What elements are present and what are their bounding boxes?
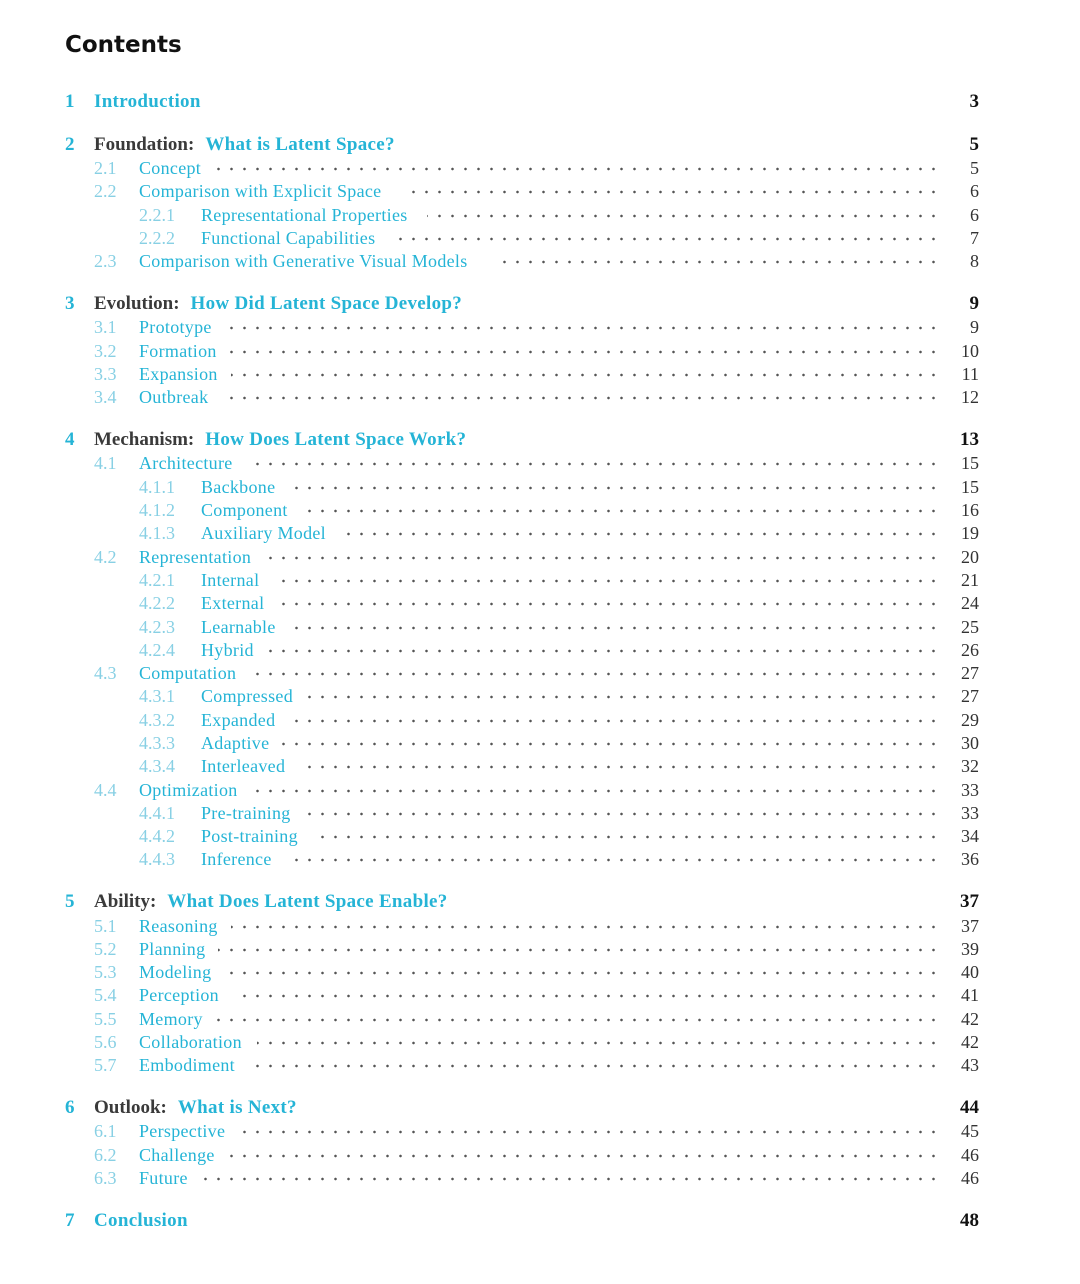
toc-section-title [139,939,205,960]
toc-page-number: 21 [961,569,979,590]
toc-entry-link: Adaptive [201,732,270,753]
toc-chapter-row[interactable] [0,890,1080,914]
toc-entry-link: Future [139,1167,188,1188]
toc-entry-link: Challenge [139,1144,215,1165]
toc-section-number: 5.2 [94,938,117,959]
toc-entry-link: Perspective [139,1120,226,1141]
toc-subsection-number: 4.2.2 [139,592,175,613]
toc-section-title [139,1009,203,1030]
toc-page-number: 45 [961,1120,979,1141]
toc-section-title [139,341,217,362]
toc-subsection-row[interactable] [0,684,1080,708]
toc-subsection-row[interactable] [0,591,1080,615]
toc-page-number: 12 [961,386,979,407]
toc-subsection-number: 2.2.2 [139,227,175,248]
toc-dot-leader [285,858,940,862]
toc-section-number: 2.1 [94,157,117,178]
toc-section-row[interactable] [0,156,1080,180]
toc-section-number: 3.4 [94,386,117,407]
toc-section-title [139,962,211,983]
toc-section-row[interactable] [0,1030,1080,1054]
toc-subsection-row[interactable] [0,847,1080,871]
toc-page-number: 34 [961,825,979,846]
toc-entry-link: Representation [139,546,252,567]
toc-section-title [139,985,219,1006]
toc-page-number: 3 [969,91,979,112]
toc-subsection-title [201,523,326,544]
toc-chapter-prefix: Foundation: [94,134,195,155]
toc-subsection-row[interactable] [0,203,1080,227]
toc-dot-leader [216,1018,940,1022]
toc-entry-link: Embodiment [139,1054,235,1075]
toc-section-title [139,387,208,408]
toc-subsection-number: 4.3.1 [139,685,175,706]
toc-section-number: 5.6 [94,1031,117,1052]
toc-subsection-title [201,228,375,249]
toc-chapter-row[interactable] [0,90,1080,114]
toc-entry-link: Pre-training [201,802,291,823]
toc-subsection-title [201,849,272,870]
toc-chapter-row[interactable] [0,292,1080,316]
toc-page-number: 29 [961,709,979,730]
toc-chapter-title [94,134,395,156]
toc-subsection-row[interactable] [0,731,1080,755]
toc-section-row[interactable] [0,1143,1080,1167]
toc-subsection-title [201,500,288,521]
toc-dot-leader [403,190,940,194]
toc-chapter-prefix: Evolution: [94,293,180,314]
toc-entry-link: Comparison with Explicit Space [139,180,382,201]
toc-entry-link: Inference [201,848,272,869]
toc-dot-leader [225,971,940,975]
toc-entry-link: What is Next? [177,1097,297,1118]
toc-section-title [139,453,233,474]
toc-page-number: 15 [961,452,979,473]
toc-subsection-title [201,205,408,226]
toc-chapter-title [94,429,466,451]
toc-page-number: 42 [961,1008,979,1029]
toc-subsection-title [201,617,276,638]
toc-section-row[interactable] [0,1007,1080,1031]
toc-section-title [139,916,218,937]
toc-entry-link: Auxiliary Model [201,522,326,543]
toc-entry-link: Computation [139,662,237,683]
toc-chapter-number: 6 [65,1097,75,1118]
toc-page-number: 9 [970,316,979,337]
toc-page-number: 27 [961,662,979,683]
toc-section-row[interactable] [0,249,1080,273]
toc-subsection-number: 4.2.4 [139,639,175,660]
toc-chapter-number: 4 [65,429,75,450]
toc-section-number: 2.2 [94,180,117,201]
toc-section-row[interactable] [0,362,1080,386]
toc-section-row[interactable] [0,385,1080,409]
toc-page-number: 33 [961,779,979,800]
toc-subsection-number: 4.4.1 [139,802,175,823]
toc-subsection-title [201,593,264,614]
toc-page-number: 25 [961,616,979,637]
toc-section-title [139,317,212,338]
toc-section-row[interactable] [0,914,1080,938]
toc-subsection-row[interactable] [0,498,1080,522]
toc-section-row[interactable] [0,1166,1080,1190]
toc-section-number: 5.4 [94,984,117,1005]
toc-dot-leader [251,672,940,676]
toc-subsection-title [201,733,269,754]
toc-subsection-row[interactable] [0,615,1080,639]
toc-dot-leader [231,373,940,377]
toc-dot-leader [231,925,940,929]
toc-section-row[interactable] [0,339,1080,363]
toc-dot-leader [305,812,940,816]
toc-dot-leader [493,260,940,264]
toc-page-number: 36 [961,848,979,869]
toc-subsection-number: 4.3.4 [139,755,175,776]
toc-section-title [139,158,201,179]
toc-entry-link: Compressed [201,685,293,706]
toc-section-title [139,1121,225,1142]
toc-dot-leader [228,1154,940,1158]
toc-section-row[interactable] [0,451,1080,475]
toc-dot-leader [233,994,940,998]
toc-dot-leader [252,789,940,793]
toc-section-title [139,663,236,684]
toc-subsection-row[interactable] [0,708,1080,732]
toc-dot-leader [277,602,940,606]
toc-entry-link: Learnable [201,616,276,637]
toc-chapter-prefix: Mechanism: [94,429,195,450]
toc-section-number: 5.5 [94,1008,117,1029]
toc-entry-link: Internal [201,569,260,590]
toc-subsection-title [201,570,259,591]
toc-entry-link: Introduction [94,91,201,112]
toc-subsection-title [201,826,298,847]
toc-page-number: 41 [961,984,979,1005]
toc-chapter-title [94,1097,297,1119]
toc-page-number: 11 [961,363,979,384]
toc-entry-link: Expanded [201,709,276,730]
toc-entry-link: How Did Latent Space Develop? [190,293,463,314]
toc-dot-leader [302,509,940,513]
toc-entry-link: Expansion [139,363,218,384]
toc-dot-leader [289,486,940,490]
page-title: Contents [65,32,182,58]
toc-page-number: 44 [960,1097,979,1118]
toc-section-title [139,1168,188,1189]
toc-dot-leader [342,532,940,536]
toc-dot-leader [249,1064,940,1068]
toc-section-number: 2.3 [94,250,117,271]
toc-chapter-title [94,1210,188,1232]
toc-page-number: 40 [961,961,979,982]
toc-section-title [139,1145,215,1166]
toc-page-number: 6 [970,204,979,225]
toc-subsection-title [201,710,275,731]
toc-section-row[interactable] [0,545,1080,569]
toc-section-number: 6.3 [94,1167,117,1188]
toc-subsection-title [201,640,254,661]
toc-subsection-row[interactable] [0,226,1080,250]
toc-entry-link: External [201,592,265,613]
toc-dot-leader [427,214,940,218]
toc-entry-link: Formation [139,340,217,361]
toc-section-number: 4.1 [94,452,117,473]
toc-section-row[interactable] [0,960,1080,984]
toc-subsection-number: 4.1.1 [139,476,175,497]
toc-section-row[interactable] [0,315,1080,339]
toc-page-number: 32 [961,755,979,776]
toc-section-title [139,547,251,568]
toc-page-number: 42 [961,1031,979,1052]
toc-entry-link: Functional Capabilities [201,227,376,248]
toc-entry-link: Post-training [201,825,298,846]
toc-dot-leader [394,237,940,241]
toc-page-number: 10 [961,340,979,361]
toc-page-number: 37 [961,915,979,936]
toc-dot-leader [307,695,940,699]
toc-page-number: 48 [960,1210,979,1231]
toc-subsection-number: 4.4.3 [139,848,175,869]
toc-section-row[interactable] [0,937,1080,961]
toc-page-number: 24 [961,592,979,613]
toc-subsection-row[interactable] [0,754,1080,778]
toc-section-row[interactable] [0,661,1080,685]
toc-chapter-row[interactable] [0,428,1080,452]
toc-dot-leader [299,765,940,769]
toc-page-number: 39 [961,938,979,959]
toc-entry-link: Interleaved [201,755,286,776]
toc-dot-leader [272,579,940,583]
toc-entry-link: Representational Properties [201,204,408,225]
toc-entry-link: Backbone [201,476,276,497]
toc-subsection-title [201,803,291,824]
toc-page-number: 5 [969,134,979,155]
toc-section-number: 4.4 [94,779,117,800]
toc-chapter-prefix: Ability: [94,891,157,912]
toc-page-number: 43 [961,1054,979,1075]
toc-entry-link: Prototype [139,316,212,337]
toc-section-number: 6.1 [94,1120,117,1141]
toc-entry-link: How Does Latent Space Work? [205,429,467,450]
toc-page-number: 27 [961,685,979,706]
toc-dot-leader [289,719,940,723]
toc-page-number: 6 [970,180,979,201]
toc-chapter-title [94,891,448,913]
toc-chapter-number: 5 [65,891,75,912]
toc-section-row[interactable] [0,179,1080,203]
toc-page-number: 19 [961,522,979,543]
toc-section-title [139,251,468,272]
toc-chapter-title [94,293,462,315]
toc-subsection-title [201,756,285,777]
toc-page-number: 46 [961,1167,979,1188]
toc-page-number: 26 [961,639,979,660]
toc-entry-link: Perception [139,984,219,1005]
toc-chapter-title [94,91,201,113]
toc-dot-leader [257,1041,940,1045]
toc-entry-link: Hybrid [201,639,254,660]
toc-page-number: 13 [960,429,979,450]
toc-dot-leader [222,396,940,400]
toc-subsection-row[interactable] [0,638,1080,662]
toc-section-title [139,364,218,385]
toc-chapter-row[interactable] [0,133,1080,157]
toc-entry-link: Comparison with Generative Visual Models [139,250,468,271]
toc-dot-leader [239,1130,940,1134]
toc-entry-link: Reasoning [139,915,218,936]
toc-dot-leader [312,835,940,839]
toc-section-number: 5.7 [94,1054,117,1075]
toc-chapter-row[interactable] [0,1209,1080,1233]
toc-page-number: 5 [970,157,979,178]
toc-page-number: 20 [961,546,979,567]
toc-section-row[interactable] [0,1053,1080,1077]
toc-subsection-row[interactable] [0,475,1080,499]
toc-dot-leader [225,326,940,330]
toc-section-title [139,1055,235,1076]
toc-section-number: 5.3 [94,961,117,982]
toc-section-number: 5.1 [94,915,117,936]
toc-entry-link: What is Latent Space? [205,134,395,155]
toc-section-row[interactable] [0,1119,1080,1143]
toc-entry-link: Memory [139,1008,203,1029]
toc-section-title [139,1032,242,1053]
toc-subsection-title [201,477,275,498]
toc-page-number: 33 [961,802,979,823]
toc-entry-link: What Does Latent Space Enable? [167,891,448,912]
toc-section-number: 3.1 [94,316,117,337]
toc-dot-leader [200,1177,940,1181]
toc-section-row[interactable] [0,983,1080,1007]
toc-page-number: 15 [961,476,979,497]
toc-dot-leader [214,167,940,171]
toc-subsection-row[interactable] [0,568,1080,592]
toc-chapter-row[interactable] [0,1096,1080,1120]
toc-section-title [139,780,238,801]
toc-dot-leader [282,742,940,746]
toc-dot-leader [289,626,940,630]
toc-chapter-number: 2 [65,134,75,155]
toc-entry-link: Collaboration [139,1031,242,1052]
toc-page-number: 7 [970,227,979,248]
toc-subsection-row[interactable] [0,801,1080,825]
toc-section-number: 4.2 [94,546,117,567]
toc-entry-link: Concept [139,157,202,178]
toc-page-number: 16 [961,499,979,520]
toc-entry-link: Optimization [139,779,238,800]
toc-entry-link: Component [201,499,288,520]
toc-page-number: 46 [961,1144,979,1165]
toc-subsection-number: 2.2.1 [139,204,175,225]
toc-page-number: 9 [969,293,979,314]
toc-section-number: 6.2 [94,1144,117,1165]
toc-chapter-number: 3 [65,293,75,314]
toc-subsection-number: 4.3.3 [139,732,175,753]
toc-dot-leader [266,556,940,560]
toc-subsection-number: 4.2.3 [139,616,175,637]
toc-section-number: 3.3 [94,363,117,384]
toc-dot-leader [230,350,940,354]
toc-subsection-number: 4.3.2 [139,709,175,730]
toc-dot-leader [266,649,940,653]
toc-chapter-prefix: Outlook: [94,1097,167,1118]
toc-section-number: 3.2 [94,340,117,361]
toc-subsection-number: 4.1.3 [139,522,175,543]
toc-subsection-number: 4.4.2 [139,825,175,846]
toc-subsection-number: 4.2.1 [139,569,175,590]
toc-entry-link: Architecture [139,452,233,473]
toc-entry-link: Outbreak [139,386,209,407]
toc-page-number: 30 [961,732,979,753]
toc-chapter-number: 7 [65,1210,75,1231]
toc-dot-leader [247,462,940,466]
toc-subsection-row[interactable] [0,824,1080,848]
toc-page-number: 37 [960,891,979,912]
toc-chapter-number: 1 [65,91,75,112]
toc-entry-link: Conclusion [94,1210,188,1231]
toc-entry-link: Planning [139,938,206,959]
toc-entry-link: Modeling [139,961,212,982]
toc-subsection-title [201,686,293,707]
toc-subsection-row[interactable] [0,521,1080,545]
toc-page-number: 8 [970,250,979,271]
toc-subsection-number: 4.1.2 [139,499,175,520]
toc-section-row[interactable] [0,778,1080,802]
toc-section-title [139,181,381,202]
toc-dot-leader [218,948,940,952]
toc-section-number: 4.3 [94,662,117,683]
